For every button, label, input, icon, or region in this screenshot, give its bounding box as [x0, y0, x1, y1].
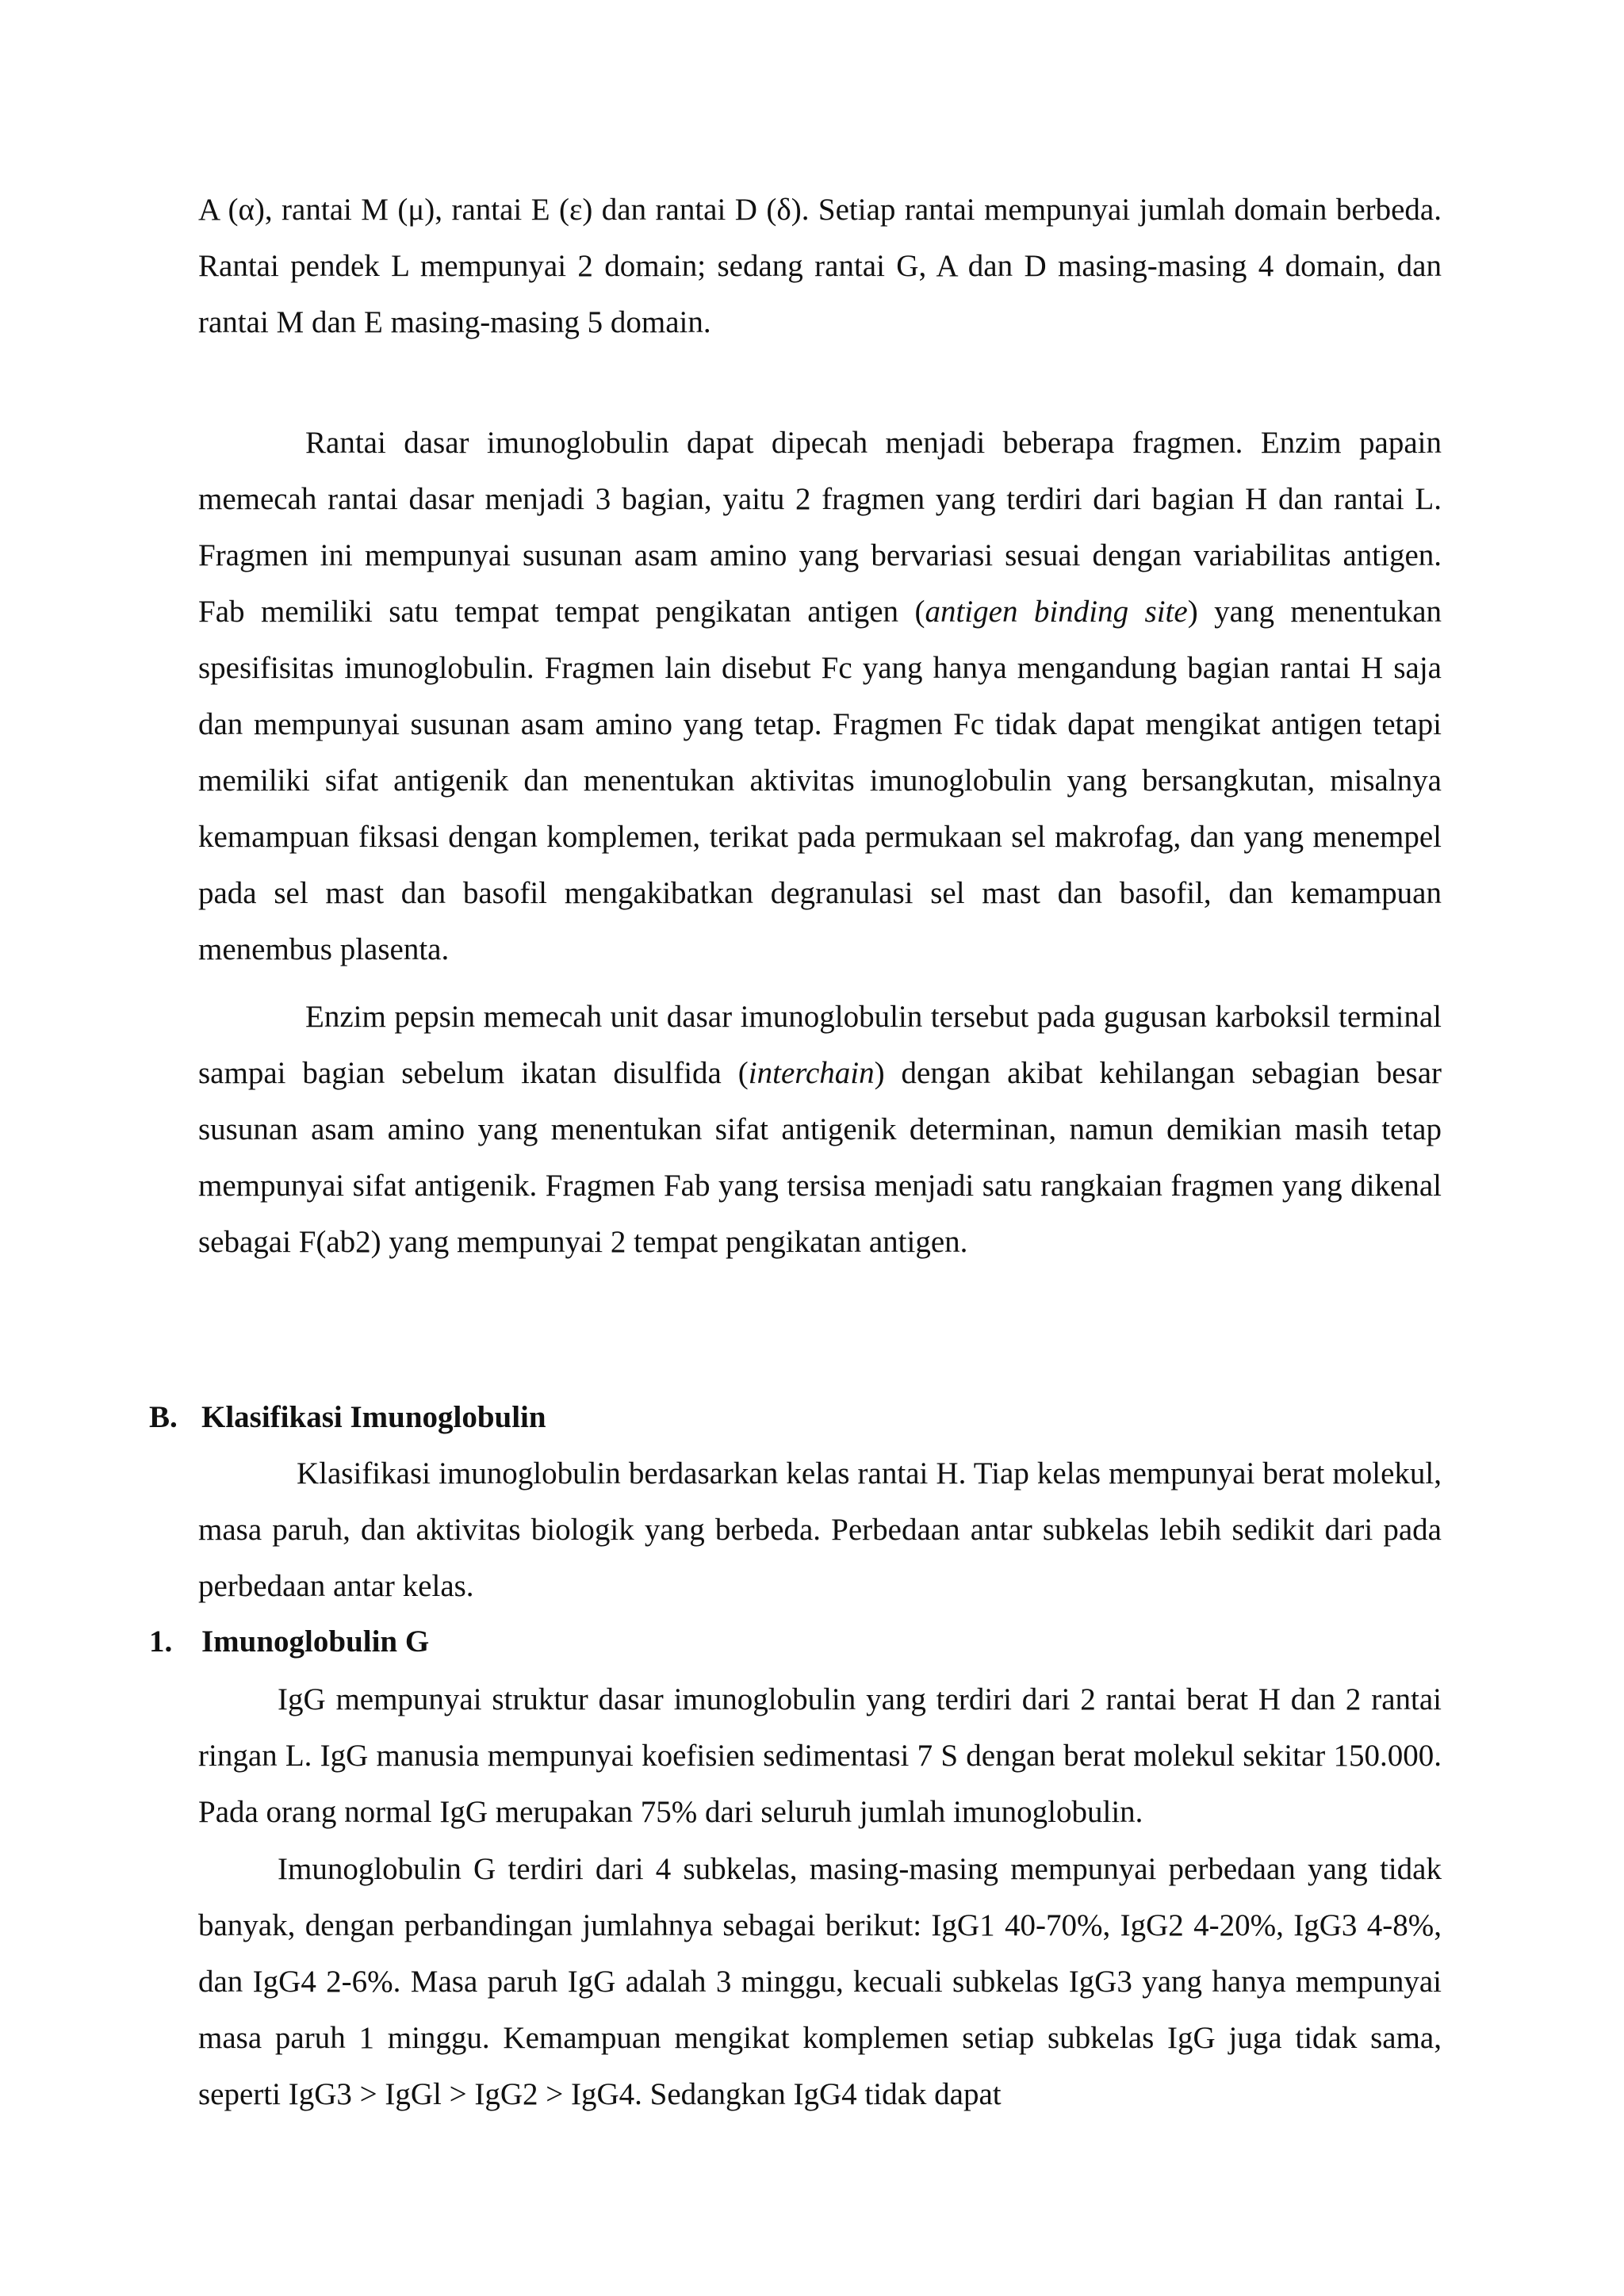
paragraph-text: Rantai dasar imunoglobulin dapat dipecah menjadi beberapa fragmen. Enzim papain memecah rantai dasar menjadi 3 bagian, yaitu 2 fragmen yang terdiri dari bagian H dan rantai L. Fragmen ini mempunyai susunan asam amino yang bervariasi sesuai dengan variabilitas antigen. Fab memiliki satu tempat tempat pengikatan antigen (: [198, 426, 1442, 629]
paragraph-igg-subclasses: [198, 1841, 1442, 2122]
italic-term: interchain: [748, 1056, 875, 1090]
paragraph-text: ) dengan akibat kehilangan sebagian besar susunan asam amino yang menentukan sifat antigenik determinan, namun demikian masih tetap mempunyai sifat antigenik. Fragmen Fab yang tersisa menjadi satu rangkaian fragmen yang dikenal sebagai F(ab2) yang mempunyai 2 tempat pengikatan antigen.: [198, 1056, 1442, 1259]
paragraph-text: Enzim pepsin memecah unit dasar imunoglobulin tersebut pada gugusan karboksil terminal sampai bagian sebelum ikatan disulfida (: [198, 1000, 1442, 1090]
paragraph-text: ) yang menentukan spesifisitas imunoglobulin. Fragmen lain disebut Fc yang hanya mengandung bagian rantai H saja dan mempunyai susunan asam amino yang tetap. Fragmen Fc tidak dapat mengikat antigen tetapi memiliki sifat antigenik dan menentukan aktivitas imunoglobulin yang bersangkutan, misalnya kemampuan fiksasi dengan komplemen, terikat pada permukaan sel makrofag, dan yang menempel pada sel mast dan basofil mengakibatkan degranulasi sel mast dan basofil, dan kemampuan menembus plasenta.: [198, 595, 1442, 966]
paragraph-classification: [198, 1445, 1442, 1614]
paragraph-igg-structure: [198, 1671, 1442, 1840]
italic-term: antigen binding site: [925, 595, 1188, 629]
subsection-heading-1: [149, 1613, 429, 1670]
paragraph-heavy-chain-domains: [198, 182, 1442, 350]
subsection-number: 1.: [149, 1624, 173, 1659]
section-title: Klasifikasi Imunoglobulin: [201, 1400, 546, 1434]
section-heading-b: [149, 1389, 546, 1445]
paragraph-text: Klasifikasi imunoglobulin berdasarkan kelas rantai H. Tiap kelas mempunyai berat molekul, masa paruh, dan aktivitas biologik yang berbeda. Perbedaan antar subkelas lebih sedikit dari pada perbedaan antar kelas.: [198, 1456, 1442, 1603]
paragraph-text: A (α), rantai M (μ), rantai E (ε) dan rantai D (δ). Setiap rantai mempunyai jumlah domain berbeda. Rantai pendek L mempunyai 2 domain; sedang rantai G, A dan D masing-masing 4 domain, dan rantai M dan E masing-masing 5 domain.: [198, 193, 1442, 339]
subsection-title: Imunoglobulin G: [201, 1624, 430, 1659]
paragraph-text: IgG mempunyai struktur dasar imunoglobulin yang terdiri dari 2 rantai berat H dan 2 rantai ringan L. IgG manusia mempunyai koefisien sedimentasi 7 S dengan berat molekul sekitar 150.000. Pada orang normal IgG merupakan 75% dari seluruh jumlah imunoglobulin.: [198, 1682, 1442, 1829]
paragraph-pepsin-fragments: [198, 989, 1442, 1270]
paragraph-papain-fragments: [198, 415, 1442, 978]
section-number: B.: [149, 1400, 178, 1434]
paragraph-text: Imunoglobulin G terdiri dari 4 subkelas, masing-masing mempunyai perbedaan yang tidak banyak, dengan perbandingan jumlahnya sebagai berikut: IgG1 40-70%, IgG2 4-20%, IgG3 4-8%, dan IgG4 2-6%. Masa paruh IgG adalah 3 minggu, kecuali subkelas IgG3 yang hanya mempunyai masa paruh 1 minggu. Kemampuan mengikat komplemen setiap subkelas IgG juga tidak sama, seperti IgG3 > IgGl > IgG2 > IgG4. Sedangkan IgG4 tidak dapat: [198, 1852, 1442, 2111]
